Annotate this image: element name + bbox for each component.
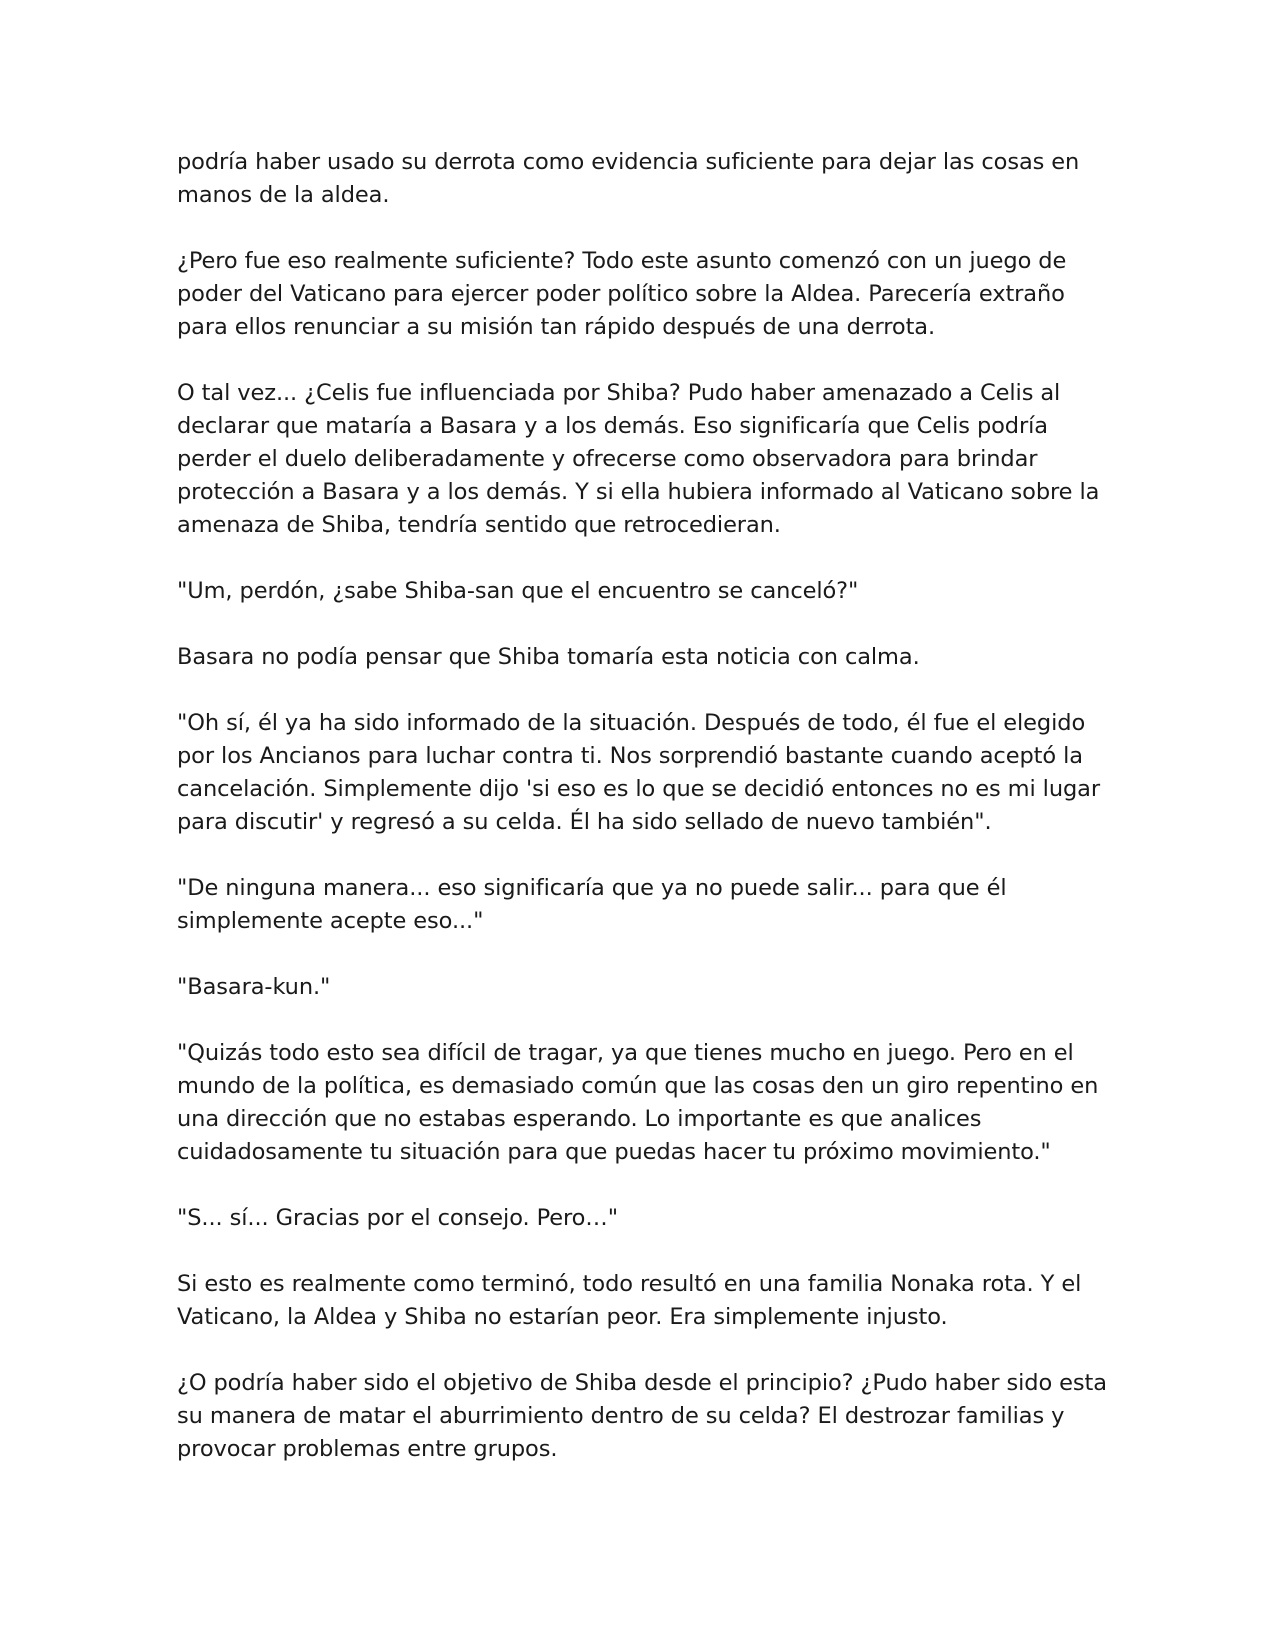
paragraph: O tal vez... ¿Celis fue influenciada por Shiba? Pudo haber amenazado a Celis al declarar que mataría a Basara y a los demás. Eso significaría que Celis podría perder el duelo deliberadamente y ofrecerse como observadora para brindar protección a Basara y a los demás. Y si ella hubiera informado al Vaticano sobre la amenaza de Shiba, tendría sentido que retrocedieran. (177, 380, 1100, 538)
paragraph: ¿Pero fue eso realmente suficiente? Todo este asunto comenzó con un juego de poder del Vaticano para ejercer poder político sobre la Aldea. Parecería extraño para ellos renunciar a su misión tan rápido después de una derrota. (177, 248, 1067, 340)
dialogue-paragraph: "De ninguna manera... eso significaría que ya no puede salir... para que él simplemente acepte eso..." (177, 875, 1007, 934)
dialogue-paragraph: "Oh sí, él ya ha sido informado de la situación. Después de todo, él fue el elegido por los Ancianos para luchar contra ti. Nos sorprendió bastante cuando aceptó la cancelación. Simplemente dijo 'si eso es lo que se decidió entonces no es mi lugar para discutir' y regresó a su celda. Él ha sido sellado de nuevo también". (177, 710, 1101, 835)
paragraph: ¿O podría haber sido el objetivo de Shiba desde el principio? ¿Pudo haber sido esta su manera de matar el aburrimiento dentro de su celda? El destrozar familias y provocar problemas entre grupos. (177, 1370, 1107, 1462)
paragraph: Basara no podía pensar que Shiba tomaría esta noticia con calma. (177, 644, 920, 670)
paragraph: podría haber usado su derrota como evidencia suficiente para dejar las cosas en manos de la aldea. (177, 149, 1080, 208)
dialogue-paragraph: "S... sí... Gracias por el consejo. Pero…" (177, 1205, 618, 1231)
dialogue-paragraph: "Um, perdón, ¿sabe Shiba-san que el encuentro se canceló?" (177, 578, 859, 604)
document-page (177, 146, 1107, 1499)
paragraph: Si esto es realmente como terminó, todo resultó en una familia Nonaka rota. Y el Vaticano, la Aldea y Shiba no estarían peor. Era simplemente injusto. (177, 1271, 1082, 1330)
dialogue-paragraph: "Basara-kun." (177, 974, 331, 1000)
dialogue-paragraph: "Quizás todo esto sea difícil de tragar, ya que tienes mucho en juego. Pero en el mundo de la política, es demasiado común que las cosas den un giro repentino en una dirección que no estabas esperando. Lo importante es que analices cuidadosamente tu situación para que puedas hacer tu próximo movimiento." (177, 1040, 1099, 1165)
